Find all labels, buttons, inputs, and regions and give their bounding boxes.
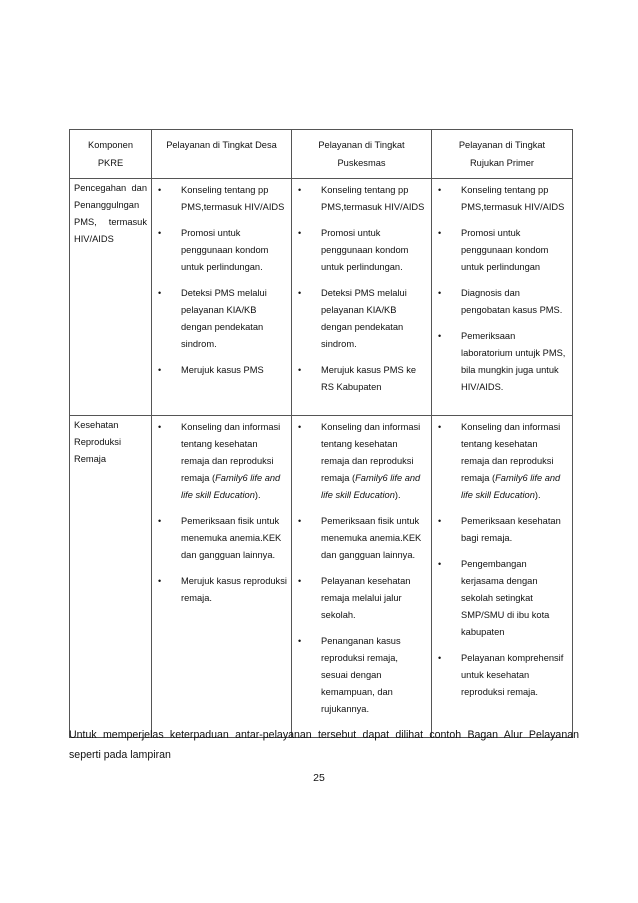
list-item-text: Merujuk kasus PMS ke RS Kabupaten xyxy=(321,365,417,392)
komponen-cell xyxy=(70,416,152,738)
list-item-text: Deteksi PMS melalui pelayanan KIA/KB dengan pendekatan sindrom. xyxy=(321,288,407,349)
bullet-icon: • xyxy=(158,228,162,238)
bullet-list xyxy=(156,419,287,607)
list-item xyxy=(296,182,427,216)
list-item xyxy=(436,513,568,547)
desa-cell xyxy=(152,416,292,738)
header-komponen: Komponen PKRE xyxy=(70,130,152,179)
list-item xyxy=(156,182,287,216)
table-row xyxy=(70,416,573,738)
list-item xyxy=(296,513,427,564)
list-item-text: Pelayanan kesehatan remaja melalui jalur sekolah. xyxy=(321,576,411,620)
komponen-line: Remaja xyxy=(74,454,107,464)
bullet-list xyxy=(156,182,287,379)
list-item xyxy=(436,328,568,396)
list-item xyxy=(436,182,568,216)
list-item xyxy=(436,225,568,276)
bullet-icon: • xyxy=(438,516,442,526)
list-item xyxy=(156,362,287,379)
puskesmas-cell xyxy=(292,179,432,416)
komponen-line: PMS, termasuk xyxy=(74,217,147,227)
bullet-icon: • xyxy=(298,422,302,432)
list-item-text: Konseling dan informasi tentang kesehatan remaja dan reproduksi remaja (Family6 life and life skill Education). xyxy=(181,422,281,500)
table-row xyxy=(70,179,573,416)
komponen-cell xyxy=(70,179,152,416)
bullet-list xyxy=(436,419,568,701)
bullet-icon: • xyxy=(298,228,302,238)
list-item xyxy=(156,285,287,353)
bullet-icon: • xyxy=(158,288,162,298)
list-item-text: Deteksi PMS melalui pelayanan KIA/KB dengan pendekatan sindrom. xyxy=(181,288,267,349)
bullet-icon: • xyxy=(438,331,442,341)
list-item-text: Merujuk kasus PMS xyxy=(181,365,264,375)
list-item xyxy=(156,419,287,504)
bullet-icon: • xyxy=(298,288,302,298)
list-item-text: Penanganan kasus reproduksi remaja, sesuai dengan kemampuan, dan rujukannya. xyxy=(321,636,401,714)
komponen-line: Reproduksi xyxy=(74,437,122,447)
komponen-line: Kesehatan xyxy=(74,420,119,430)
list-item xyxy=(436,419,568,504)
bullet-icon: • xyxy=(158,365,162,375)
list-item-text: Pemeriksaan fisik untuk menemuka anemia.KEK dan gangguan lainnya. xyxy=(321,516,422,560)
komponen-line: Pencegahan dan xyxy=(74,183,147,193)
bullet-icon: • xyxy=(438,653,442,663)
bullet-icon: • xyxy=(158,185,162,195)
bullet-list xyxy=(296,182,427,396)
pkre-services-table xyxy=(69,129,573,738)
list-item-text: Pemeriksaan kesehatan bagi remaja. xyxy=(461,516,561,543)
list-item xyxy=(296,225,427,276)
bullet-icon: • xyxy=(298,576,302,586)
list-item xyxy=(156,513,287,564)
list-item-text: Pengembangan kerjasama dengan sekolah setingkat SMP/SMU di ibu kota kabupaten xyxy=(461,559,550,637)
bullet-icon: • xyxy=(298,365,302,375)
bullet-icon: • xyxy=(438,422,442,432)
list-item-text: Pemeriksaan fisik untuk menemuka anemia.KEK dan gangguan lainnya. xyxy=(181,516,282,560)
header-puskesmas: Pelayanan di Tingkat Puskesmas xyxy=(292,130,432,179)
bullet-icon: • xyxy=(438,288,442,298)
list-item xyxy=(296,285,427,353)
list-item-text: Konseling tentang pp PMS,termasuk HIV/AIDS xyxy=(461,185,565,212)
list-item xyxy=(156,573,287,607)
paragraph-line-2: seperti pada lampiran xyxy=(69,749,171,761)
bullet-icon: • xyxy=(158,576,162,586)
list-item-text: Pemeriksaan laboratorium untujk PMS, bila mungkin juga untuk HIV/AIDS. xyxy=(461,331,566,392)
bullet-icon: • xyxy=(158,422,162,432)
list-item-text: Diagnosis dan pengobatan kasus PMS. xyxy=(461,288,563,315)
rujukan-cell xyxy=(432,416,573,738)
list-item xyxy=(436,650,568,701)
bullet-icon: • xyxy=(298,516,302,526)
list-item-text: Promosi untuk penggunaan kondom untuk perlindungan xyxy=(461,228,549,272)
explanation-paragraph xyxy=(69,725,579,765)
bullet-list xyxy=(296,419,427,718)
list-item xyxy=(296,362,427,396)
desa-cell xyxy=(152,179,292,416)
komponen-line: HIV/AIDS xyxy=(74,234,114,244)
bullet-icon: • xyxy=(298,636,302,646)
list-item-text: Konseling tentang pp PMS,termasuk HIV/AIDS xyxy=(181,185,285,212)
list-item-text: Konseling dan informasi tentang kesehatan remaja dan reproduksi remaja (Family6 life and life skill Education). xyxy=(461,422,561,500)
list-item-text: Pelayanan komprehensif untuk kesehatan reproduksi remaja. xyxy=(461,653,564,697)
list-item-text: Promosi untuk penggunaan kondom untuk perlindungan. xyxy=(181,228,269,272)
list-item xyxy=(156,225,287,276)
list-item xyxy=(296,419,427,504)
list-item xyxy=(436,556,568,641)
list-item-text: Konseling dan informasi tentang kesehatan remaja dan reproduksi remaja (Family6 life and life skill Education). xyxy=(321,422,421,500)
bullet-icon: • xyxy=(298,185,302,195)
list-item xyxy=(296,573,427,624)
bullet-icon: • xyxy=(158,516,162,526)
puskesmas-cell xyxy=(292,416,432,738)
bullet-icon: • xyxy=(438,228,442,238)
bullet-list xyxy=(436,182,568,396)
paragraph-line-1: Untuk memperjelas keterpaduan antar-pelayanan tersebut dapat dilihat contoh Bagan Alur Pelayanan xyxy=(69,729,579,741)
table-header-row xyxy=(70,130,573,179)
komponen-line: Penanggulngan xyxy=(74,200,140,210)
header-desa: Pelayanan di Tingkat Desa xyxy=(152,130,292,179)
list-item-text: Promosi untuk penggunaan kondom untuk perlindungan. xyxy=(321,228,409,272)
header-rujukan: Pelayanan di Tingkat Rujukan Primer xyxy=(432,130,573,179)
list-item-text: Merujuk kasus reproduksi remaja. xyxy=(181,576,287,603)
page-number: 25 xyxy=(313,772,325,784)
rujukan-cell xyxy=(432,179,573,416)
list-item xyxy=(436,285,568,319)
bullet-icon: • xyxy=(438,185,442,195)
list-item-text: Konseling tentang pp PMS,termasuk HIV/AIDS xyxy=(321,185,425,212)
bullet-icon: • xyxy=(438,559,442,569)
list-item xyxy=(296,633,427,718)
